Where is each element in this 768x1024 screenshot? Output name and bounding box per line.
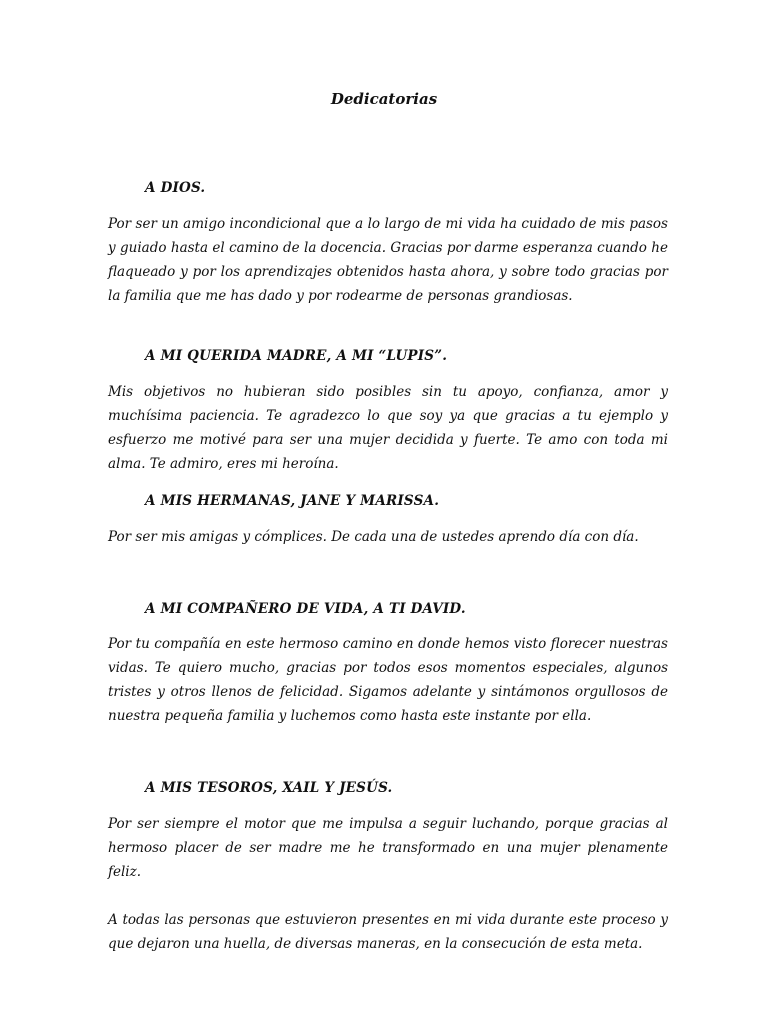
section-text-madre: Mis objetivos no hubieran sido posibles sin tu apoyo, confianza, amor y muchísima paciencia. Te agradezco lo que soy ya que gracias a tu ejemplo y esfuerzo me motivé para ser una mujer decidida y fuerte. Te amo con toda mi alma. Te admiro, eres mi heroína. [108, 384, 668, 472]
section-heading-dios: A DIOS. [145, 180, 206, 196]
section-heading-madre: A MI QUERIDA MADRE, A MI “LUPIS”. [145, 348, 448, 364]
section-text-tesoros: Por ser siempre el motor que me impulsa a seguir luchando, porque gracias al hermoso placer de ser madre me he transformado en una mujer plenamente feliz. [108, 816, 668, 880]
section-text-dios: Por ser un amigo incondicional que a lo largo de mi vida ha cuidado de mis pasos y guiado hasta el camino de la docencia. Gracias por darme esperanza cuando he flaqueado y por los aprendizajes obtenidos hasta ahora, y sobre todo gracias por la familia que me has dado y por rodearme de personas grandiosas. [108, 216, 668, 304]
page-title: Dedicatorias [330, 90, 438, 108]
section-text-companero: Por tu compañía en este hermoso camino en donde hemos visto florecer nuestras vidas. Te quiero mucho, gracias por todos esos momentos especiales, algunos tristes y otros llenos de felicidad. Sigamos adelante y sintámonos orgullosos de nuestra pequeña familia y luchemos como hasta este instante por ella. [108, 636, 668, 724]
section-heading-tesoros: A MIS TESOROS, XAIL Y JESÚS. [145, 780, 393, 796]
section-heading-companero: A MI COMPAÑERO DE VIDA, A TI DAVID. [145, 601, 466, 617]
closing-paragraph: A todas las personas que estuvieron presentes en mi vida durante este proceso y que dejaron una huella, de diversas maneras, en la consecución de esta meta. [108, 912, 668, 952]
section-text-hermanas: Por ser mis amigas y cómplices. De cada una de ustedes aprendo día con día. [108, 529, 639, 545]
section-heading-hermanas: A MIS HERMANAS, JANE Y MARISSA. [145, 493, 440, 509]
